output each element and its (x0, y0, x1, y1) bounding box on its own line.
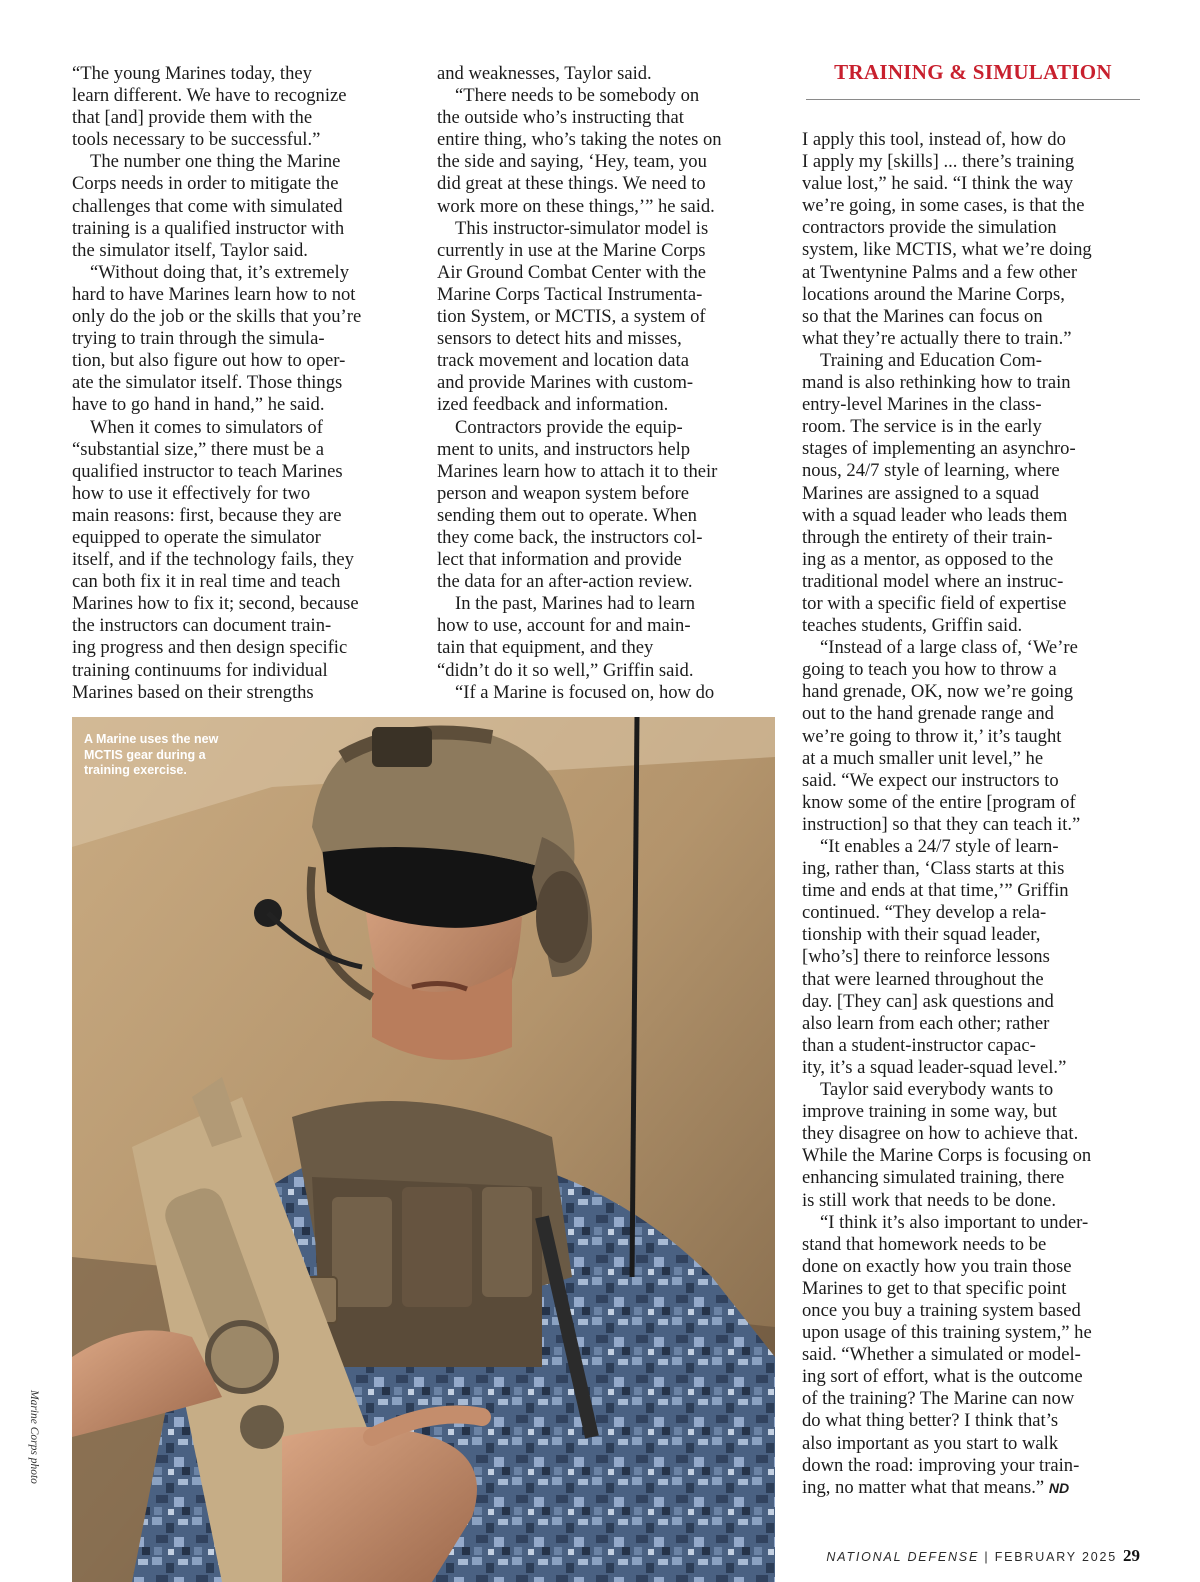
article-line: room. The service is in the early (802, 416, 1042, 438)
article-line: equipped to operate the simulator (72, 526, 321, 548)
article-line: stand that homework needs to be (802, 1233, 1047, 1255)
end-mark: ND (1048, 1479, 1070, 1496)
article-line: the instructors can document train- (72, 615, 332, 637)
article-line: work more on these things,’” he said. (437, 195, 715, 217)
article-line: have to go hand in hand,” he said. (72, 394, 325, 416)
article-line: with a squad leader who leads them (802, 504, 1068, 526)
article-line: currently in use at the Marine Corps (437, 239, 706, 261)
article-line: ing sort of effort, what is the outcome (802, 1366, 1083, 1388)
article-line: I apply my [skills] ... there’s training (802, 151, 1075, 173)
article-line: trying to train through the simula- (72, 328, 325, 350)
article-line: also important as you start to walk (802, 1432, 1059, 1454)
article-line: “The young Marines today, they (72, 63, 312, 84)
article-line: ing as a mentor, as opposed to the (802, 548, 1054, 570)
article-line: lect that information and provide (437, 549, 682, 571)
article-line: that were learned throughout the (802, 968, 1044, 990)
article-line: tor with a specific field of expertise (802, 592, 1067, 614)
photo-credit: Marine Corps photo (28, 1390, 40, 1484)
article-line: While the Marine Corps is focusing on (802, 1145, 1092, 1167)
article-line: “If a Marine is focused on, how do (455, 681, 715, 703)
article-line: and provide Marines with custom- (437, 372, 694, 394)
article-line: “I think it’s also important to under- (820, 1211, 1089, 1233)
article-line: than a student-instructor capac- (802, 1034, 1036, 1056)
page-footer (790, 1546, 1140, 1566)
marine-illustration (72, 717, 775, 1582)
article-line: “substantial size,” there must be a (72, 438, 324, 460)
article-line: the data for an after-action review. (437, 571, 693, 593)
article-line: person and weapon system before (437, 482, 689, 504)
article-line: said. “We expect our instructors to (802, 769, 1059, 791)
article-line: “didn’t do it so well,” Griffin said. (437, 659, 694, 681)
article-line: training continuums for individual (72, 659, 328, 681)
article-line: Corps needs in order to mitigate the (72, 173, 339, 195)
article-line: day. [They can] ask questions and (802, 990, 1054, 1012)
article-line: entry-level Marines in the class- (802, 394, 1042, 416)
article-line: is still work that needs to be done. (802, 1189, 1057, 1211)
article-line: Marines how to fix it; second, because (72, 593, 359, 615)
article-line: track movement and location data (437, 350, 689, 372)
article-line: “Without doing that, it’s extremely (90, 261, 349, 283)
article-line: how to use it effectively for two (72, 482, 311, 504)
photo-caption: A Marine uses the new MCTIS gear during a training exercise. (84, 732, 219, 777)
article-line: what they’re actually there to train.” (802, 327, 1072, 349)
article-line: hard to have Marines learn how to not (72, 283, 356, 305)
article-line (802, 1477, 1142, 1499)
article-line: sending them out to operate. When (437, 504, 697, 526)
article-column-2 (437, 63, 777, 704)
article-line: mand is also rethinking how to train (802, 372, 1071, 394)
footer-separator: | (984, 1550, 990, 1564)
article-line: so that the Marines can focus on (802, 305, 1043, 327)
article-line: “Instead of a large class of, ‘We’re (820, 637, 1078, 659)
article-column-1 (72, 63, 412, 704)
article-column-3 (802, 129, 1142, 1499)
article-line: going to teach you how to throw a (802, 659, 1057, 681)
article-line: training is a qualified instructor with (72, 217, 345, 239)
article-line: only do the job or the skills that you’re (72, 306, 362, 328)
article-line: This instructor-simulator model is (455, 217, 709, 239)
article-line: ity, it’s a squad leader-squad level.” (802, 1056, 1067, 1078)
article-line: “There needs to be somebody on (455, 85, 700, 107)
article-line: itself, and if the technology fails, they (72, 549, 354, 571)
article-line: ing, rather than, ‘Class starts at this (802, 858, 1065, 880)
article-line: I apply this tool, instead of, how do (802, 129, 1066, 150)
article-line: qualified instructor to teach Marines (72, 460, 343, 482)
article-line: through the entirety of their train- (802, 526, 1053, 548)
article-line: know some of the entire [program of (802, 791, 1076, 813)
article-line: entire thing, who’s taking the notes on (437, 129, 722, 151)
article-line: the side and saying, ‘Hey, team, you (437, 151, 707, 173)
article-line: do what thing better? I think that’s (802, 1410, 1059, 1432)
article-line: the simulator itself, Taylor said. (72, 239, 308, 261)
article-line: tionship with their squad leader, (802, 924, 1041, 946)
publication-name: NATIONAL DEFENSE (826, 1550, 980, 1564)
article-line: stages of implementing an asynchro- (802, 438, 1076, 460)
marine-photo (72, 717, 775, 1582)
article-line: ate the simulator itself. Those things (72, 372, 343, 394)
article-line: locations around the Marine Corps, (802, 283, 1065, 305)
article-line: instruction] so that they can teach it.” (802, 813, 1081, 835)
article-line-text: ing, no matter what that means.” (802, 1476, 1045, 1498)
article-line: of the training? The Marine can now (802, 1388, 1075, 1410)
article-line: learn different. We have to recognize (72, 85, 347, 107)
article-line: enhancing simulated training, there (802, 1167, 1065, 1189)
article-line: at a much smaller unit level,” he (802, 747, 1044, 769)
article-line: value lost,” he said. “I think the way (802, 173, 1074, 195)
article-line: challenges that come with simulated (72, 195, 343, 217)
issue-date: FEBRUARY 2025 (994, 1550, 1117, 1564)
article-line: ment to units, and instructors help (437, 438, 691, 460)
article-line: ing progress and then design specific (72, 637, 348, 659)
article-line: tion System, or MCTIS, a system of (437, 306, 706, 328)
article-line: that [and] provide them with the (72, 107, 313, 129)
article-line: hand grenade, OK, now we’re going (802, 681, 1074, 703)
page-number: 29 (1123, 1546, 1140, 1565)
article-line: tion, but also figure out how to oper- (72, 350, 346, 372)
article-line: tain that equipment, and they (437, 637, 654, 659)
article-line: When it comes to simulators of (90, 416, 323, 438)
article-line: Taylor said everybody wants to (820, 1079, 1054, 1101)
article-line: contractors provide the simulation (802, 217, 1057, 239)
article-line: Marines based on their strengths (72, 681, 314, 703)
article-line: they disagree on how to achieve that. (802, 1123, 1079, 1145)
footer-publication-line (826, 1550, 1117, 1564)
article-line: Marines to get to that specific point (802, 1277, 1067, 1299)
article-line: at Twentynine Palms and a few other (802, 261, 1078, 283)
article-line: Marines are assigned to a squad (802, 482, 1039, 504)
article-line: “It enables a 24/7 style of learn- (820, 836, 1059, 857)
article-line: also learn from each other; rather (802, 1012, 1050, 1034)
article-line: tools necessary to be successful.” (72, 129, 321, 151)
article-line: they come back, the instructors col- (437, 526, 703, 548)
article-line: Training and Education Com- (820, 349, 1042, 371)
photo-credit-wrap (26, 1390, 42, 1510)
article-line: can both fix it in real time and teach (72, 571, 341, 593)
article-line: Contractors provide the equip- (455, 416, 683, 438)
article-line: once you buy a training system based (802, 1299, 1081, 1321)
article-line: traditional model where an instruc- (802, 570, 1064, 592)
article-line: system, like MCTIS, what we’re doing (802, 239, 1092, 261)
article-line: continued. “They develop a rela- (802, 902, 1047, 924)
article-line: we’re going to throw it,’ it’s taught (802, 725, 1062, 747)
article-line: [who’s] there to reinforce lessons (802, 946, 1050, 968)
article-line: The number one thing the Marine (90, 151, 341, 173)
section-label: TRAINING & SIMULATION (834, 60, 1112, 84)
article-line: did great at these things. We need to (437, 173, 706, 195)
article-line: done on exactly how you train those (802, 1255, 1072, 1277)
article-line: ized feedback and information. (437, 394, 669, 416)
article-line: nous, 24/7 style of learning, where (802, 460, 1060, 482)
article-line: teaches students, Griffin said. (802, 615, 1023, 637)
article-line: Marines learn how to attach it to their (437, 460, 718, 482)
article-line: improve training in some way, but (802, 1101, 1057, 1123)
article-line: we’re going, in some cases, is that the (802, 195, 1085, 217)
article-line: and weaknesses, Taylor said. (437, 63, 652, 84)
article-line: sensors to detect hits and misses, (437, 328, 682, 350)
article-line: time and ends at that time,’” Griffin (802, 880, 1069, 902)
article-line: main reasons: first, because they are (72, 504, 342, 526)
article-line: said. “Whether a simulated or model- (802, 1344, 1081, 1366)
article-line: In the past, Marines had to learn (455, 593, 696, 615)
section-rule (806, 99, 1140, 100)
article-line: Marine Corps Tactical Instrumenta- (437, 283, 703, 305)
article-line: upon usage of this training system,” he (802, 1322, 1092, 1344)
article-line: Air Ground Combat Center with the (437, 261, 707, 283)
article-line: out to the hand grenade range and (802, 703, 1054, 725)
article-line: the outside who’s instructing that (437, 107, 684, 129)
article-line: how to use, account for and main- (437, 615, 691, 637)
article-line: down the road: improving your train- (802, 1454, 1080, 1476)
